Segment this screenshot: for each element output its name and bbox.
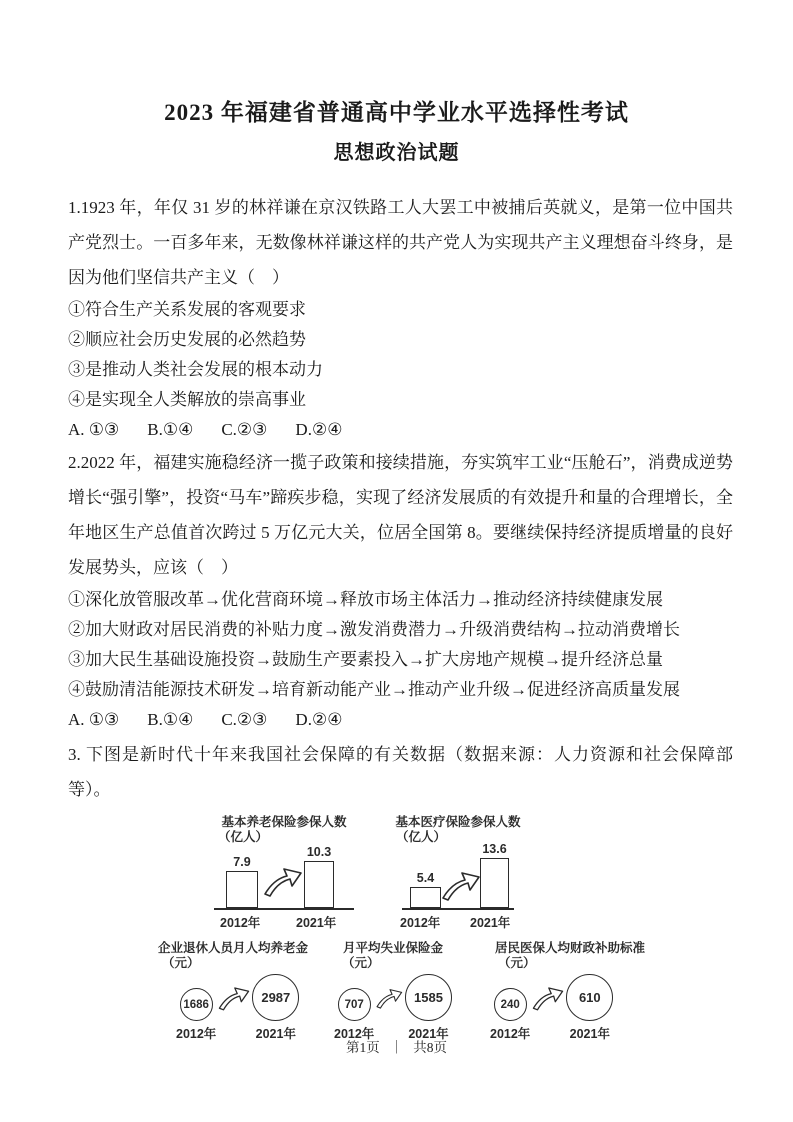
- question-3-stem: 3. 下图是新时代十年来我国社会保障的有关数据（数据来源：人力资源和社会保障部等）。: [68, 745, 733, 799]
- year-label-2021: 2021年: [255, 1027, 296, 1041]
- circle-group-2012: [176, 988, 216, 1042]
- question-1-option-1: ①符合生产关系发展的客观要求: [68, 300, 306, 319]
- answer-choice-b: B.①④: [147, 420, 194, 439]
- chart-unit: （元）: [162, 956, 200, 970]
- circle-chart-retiree-pension: [154, 941, 312, 1042]
- year-label-2021: 2021年: [569, 1027, 610, 1041]
- circle-row: [490, 974, 650, 1042]
- social-security-data-figure: [146, 815, 726, 1041]
- question-2-option-2: ②加大财政对居民消费的补贴力度→激发消费潜力→升级消费结构→拉动消费增长: [68, 620, 680, 639]
- year-labels: [204, 913, 364, 931]
- title-block: [0, 96, 793, 170]
- bar-value-2012: 5.4: [416, 871, 435, 885]
- question-2-option-3: ③加大民生基础设施投资→鼓励生产要素投入→扩大房地产规模→提升经济总量: [68, 650, 663, 669]
- chart-unit: （亿人）: [218, 830, 269, 844]
- growth-arrow-icon: [262, 866, 304, 898]
- bar-plot: [214, 846, 354, 910]
- value-circle-2012: 240: [494, 988, 527, 1021]
- bar-2012: [226, 871, 258, 908]
- question-1-option-3: ③是推动人类社会发展的根本动力: [68, 360, 323, 379]
- footer-separator: ｜: [389, 1040, 404, 1055]
- year-labels: [392, 913, 524, 931]
- circle-group-2012: [334, 988, 374, 1042]
- question-2-option-4: ④鼓励清洁能源技术研发→培育新动能产业→推动产业升级→促进经济高质量发展: [68, 680, 680, 699]
- circle-group-2021: [405, 974, 452, 1042]
- exam-title: 2023 年福建省普通高中学业水平选择性考试: [164, 100, 629, 125]
- chart-unit: （亿人）: [396, 830, 447, 844]
- chart-title: 基本养老保险参保人数: [221, 815, 347, 829]
- circle-row: [154, 974, 312, 1042]
- year-label-2012: 2012年: [400, 916, 441, 930]
- answer-choice-d: D.②④: [295, 710, 343, 729]
- answer-choice-c: C.②③: [221, 420, 268, 439]
- growth-arrow-icon: [531, 985, 565, 1012]
- bar-value-2021: 13.6: [482, 842, 507, 856]
- circle-row: [334, 974, 452, 1042]
- circle-chart-medical-subsidy: [490, 941, 650, 1042]
- year-label-2012: 2012年: [334, 1027, 375, 1041]
- answer-choice-c: C.②③: [221, 710, 268, 729]
- year-label-2012: 2012年: [490, 1027, 531, 1041]
- value-circle-2012: 707: [338, 988, 371, 1021]
- current-page-label: 第1页: [346, 1040, 380, 1055]
- circle-group-2012: [490, 988, 530, 1042]
- question-1-option-2: ②顺应社会历史发展的必然趋势: [68, 330, 306, 349]
- chart-title: 基本医疗保险参保人数: [395, 815, 521, 829]
- circle-group-2021: [566, 974, 613, 1042]
- exam-subject-title: 思想政治试题: [333, 142, 460, 164]
- answer-choice-b: B.①④: [147, 710, 194, 729]
- circle-chart-unemployment-benefit: [334, 941, 452, 1042]
- answer-choice-d: D.②④: [295, 420, 343, 439]
- question-2-option-1: ①深化放管服改革→优化营商环境→释放市场主体活力→推动经济持续健康发展: [68, 590, 663, 609]
- question-2-stem: 2.2022 年，福建实施稳经济一揽子政策和接续措施，夯实筑牢工业“压舱石”，消费成逆势增长“强引擎”，投资“马车”蹄疾步稳，实现了经济发展质的有效提升和量的合理增长，全年地区生产总值首次跨过 5 万亿元大关，位居全国第 8。要继续保持经济提质增量的良好发展势头，应该（ ）: [68, 453, 733, 577]
- bar-2021: [304, 861, 334, 908]
- question-2-answer-choices: [68, 705, 733, 735]
- value-circle-2021: 1585: [405, 974, 452, 1021]
- value-circle-2021: 2987: [252, 974, 299, 1021]
- value-circle-2021: 610: [566, 974, 613, 1021]
- growth-arrow-icon: [217, 985, 251, 1012]
- growth-arrow-icon: [375, 985, 404, 1012]
- page-footer: [0, 1036, 793, 1056]
- year-label-2021: 2021年: [408, 1027, 449, 1041]
- answer-choice-a: A. ①③: [68, 420, 120, 439]
- answer-choice-a: A. ①③: [68, 710, 120, 729]
- growth-arrow-icon: [440, 870, 482, 902]
- total-pages-label: 共8页: [413, 1040, 447, 1055]
- year-label-2012: 2012年: [176, 1027, 217, 1041]
- year-label-2021: 2021年: [296, 916, 337, 930]
- bar-value-2021: 10.3: [306, 845, 332, 859]
- bar-2021: [480, 858, 509, 908]
- chart-unit: （元）: [498, 956, 536, 970]
- chart-unit: （元）: [342, 956, 380, 970]
- bar-2012: [410, 887, 441, 908]
- question-1-answer-choices: [68, 415, 733, 445]
- question-1-option-4: ④是实现全人类解放的崇高事业: [68, 390, 306, 409]
- year-label-2012: 2012年: [220, 916, 261, 930]
- chart-title: 月平均失业保险金: [342, 941, 443, 955]
- bar-chart-pension-participants: [204, 815, 364, 931]
- exam-body: [68, 190, 733, 1041]
- chart-title: 居民医保人均财政补助标准: [494, 941, 645, 955]
- year-label-2021: 2021年: [470, 916, 511, 930]
- value-circle-2012: 1686: [180, 988, 213, 1021]
- chart-title: 企业退休人员月人均养老金: [157, 941, 308, 955]
- bar-value-2012: 7.9: [233, 855, 251, 869]
- bar-chart-medical-participants: [392, 815, 524, 931]
- circle-group-2021: [252, 974, 299, 1042]
- bar-plot: [402, 842, 514, 910]
- question-1-stem: 1.1923 年，年仅 31 岁的林祥谦在京汉铁路工人大罢工中被捕后英就义，是第一位中国共产党烈士。一百多年来，无数像林祥谦这样的共产党人为实现共产主义理想奋斗终身，是因为他们坚信共产主义（ ）: [68, 198, 733, 287]
